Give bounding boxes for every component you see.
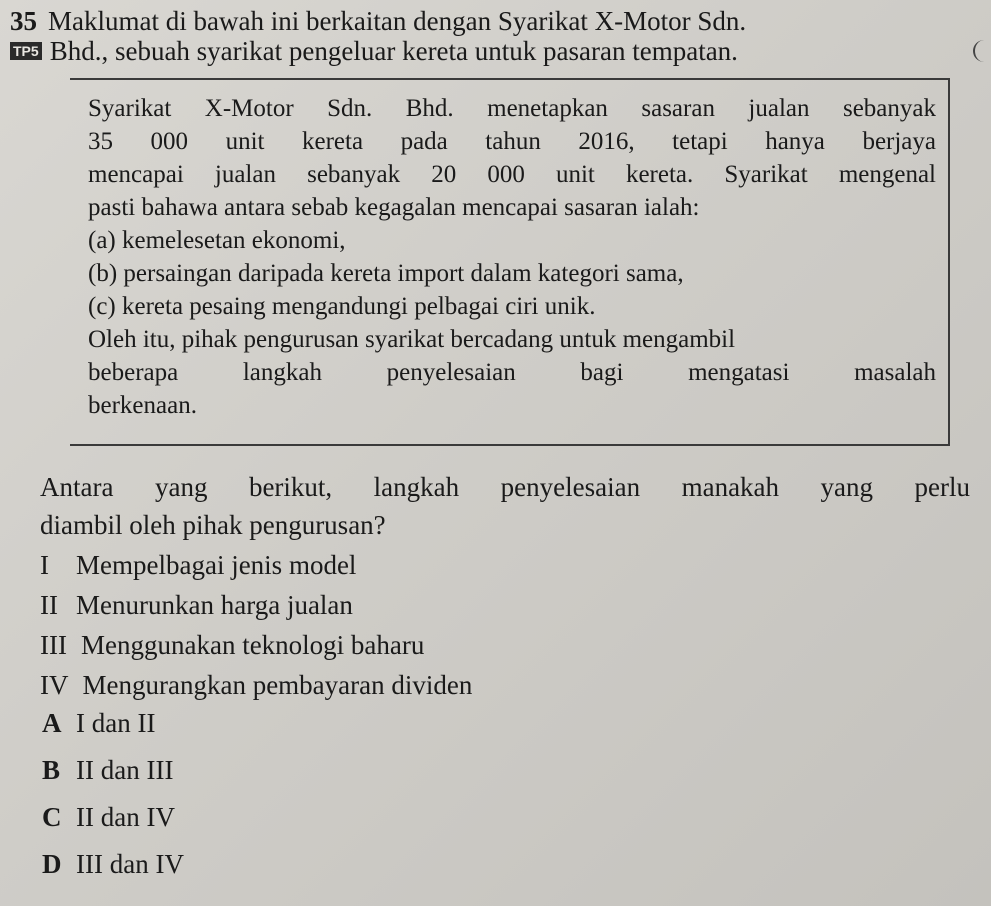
question-number: 35 (10, 6, 37, 36)
passage-line: berkenaan. (88, 392, 197, 419)
statement-item (40, 625, 472, 665)
reason-item-c: (c) kereta pesaing mengandungi pelbagai ciri unik. (88, 293, 596, 320)
option-letter: C (42, 802, 62, 832)
tp-level-badge: TP5 (10, 42, 42, 60)
option-text: II dan IV (76, 802, 175, 832)
option-text: I dan II (76, 708, 156, 738)
statement-text: Mempelbagai jenis model (76, 550, 357, 580)
passage-text (88, 92, 936, 422)
option-letter: B (42, 755, 61, 785)
page-edge-bracket-mark (973, 40, 991, 62)
option-letter: A (42, 708, 62, 738)
question-intro-text-1: Maklumat di bawah ini berkaitan dengan Syarikat X-Motor Sdn. (48, 6, 747, 36)
statement-numeral: III (40, 630, 67, 660)
question-header (10, 6, 970, 66)
reason-item-a: (a) kemelesetan ekonomi, (88, 227, 346, 254)
statement-numeral: IV (40, 670, 69, 700)
passage-line: Syarikat X-Motor Sdn. Bhd. menetapkan sasaran jualan sebanyak (88, 95, 936, 122)
statement-text: Menurunkan harga jualan (76, 590, 353, 620)
statement-text: Mengurangkan pembayaran dividen (82, 670, 473, 700)
statement-item (40, 585, 472, 625)
question-intro-text-2: Bhd., sebuah syarikat pengeluar kereta untuk pasaran tempatan. (49, 36, 738, 66)
question-intro-line-1 (10, 6, 970, 36)
statement-text: Menggunakan teknologi baharu (80, 630, 425, 660)
answer-option-c[interactable] (42, 794, 184, 841)
statement-list (40, 545, 472, 705)
answer-options (42, 700, 184, 888)
question-prompt-line-2: diambil oleh pihak pengurusan? (40, 510, 386, 540)
question-prompt-line-1: Antara yang berikut, langkah penyelesaian manakah yang perlu (40, 472, 970, 502)
question-intro-line-2 (10, 36, 970, 66)
answer-option-a[interactable] (42, 700, 184, 747)
statement-item (40, 545, 472, 585)
statement-numeral: I (40, 550, 49, 580)
passage-line: mencapai jualan sebanyak 20 000 unit kereta. Syarikat mengenal (88, 161, 936, 188)
answer-option-b[interactable] (42, 747, 184, 794)
option-text: III dan IV (76, 849, 184, 879)
question-prompt (40, 468, 970, 544)
passage-line: 35 000 unit kereta pada tahun 2016, tetapi hanya berjaya (88, 128, 936, 155)
passage-line: pasti bahawa antara sebab kegagalan mencapai sasaran ialah: (88, 194, 700, 221)
statement-numeral: II (40, 590, 58, 620)
option-letter: D (42, 849, 62, 879)
statement-item (40, 665, 472, 705)
passage-line: beberapa langkah penyelesaian bagi mengatasi masalah (88, 359, 936, 386)
reason-item-b: (b) persaingan daripada kereta import dalam kategori sama, (88, 260, 684, 287)
option-text: II dan III (76, 755, 174, 785)
passage-line: Oleh itu, pihak pengurusan syarikat bercadang untuk mengambil (88, 326, 736, 353)
answer-option-d[interactable] (42, 841, 184, 888)
